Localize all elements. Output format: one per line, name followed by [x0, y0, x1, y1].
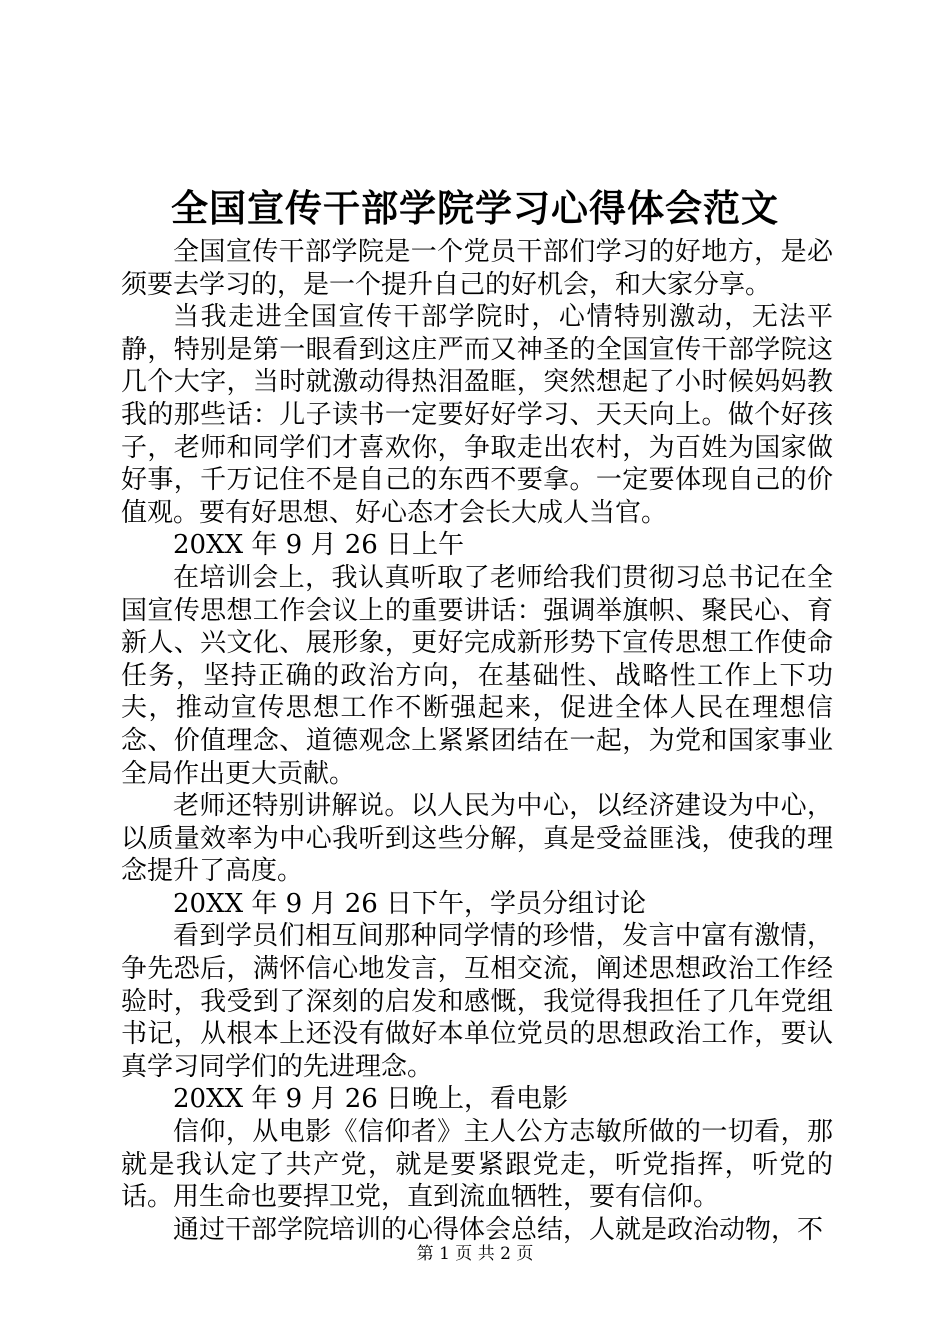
date-heading: 20XX 年 9 月 26 日晚上，看电影 — [173, 1084, 569, 1115]
document-body — [121, 236, 833, 1246]
paragraph: 信仰，从电影《信仰者》主人公方志敏所做的一切看，那就是我认定了共产党，就是要紧跟党走，听党指挥，听党的话。用生命也要捍卫党，直到流血牺牲，要有信仰。 — [121, 1117, 833, 1213]
document-title: 全国宣传干部学院学习心得体会范文 — [171, 186, 779, 230]
date-heading: 20XX 年 9 月 26 日下午，学员分组讨论 — [173, 888, 647, 919]
paragraph: 当我走进全国宣传干部学院时，心情特别激动，无法平静，特别是第一眼看到这庄严而又神圣的全国宣传干部学院这几个大字，当时就激动得热泪盈眶，突然想起了小时候妈妈教我的那些话：儿子读书一定要好好学习、天天向上。做个好孩子，老师和同学们才喜欢你，争取走出农村，为百姓为国家做好事，千万记住不是自己的东西不要拿。一定要体现自己的价值观。要有好思想、好心态才会长大成人当官。 — [121, 302, 833, 528]
date-heading: 20XX 年 9 月 26 日上午 — [173, 530, 465, 561]
paragraph: 在培训会上，我认真听取了老师给我们贯彻习总书记在全国宣传思想工作会议上的重要讲话：强调举旗帜、聚民心、育新人、兴文化、展形象，更好完成新形势下宣传思想工作使命任务，坚持正确的政治方向，在基础性、战略性工作上下功夫，推动宣传思想工作不断强起来，促进全体人民在理想信念、价值理念、道德观念上紧紧团结在一起，为党和国家事业全局作出更大贡献。 — [121, 562, 833, 789]
page-footer: 第 1 页 共 2 页 — [416, 1244, 534, 1264]
paragraph: 全国宣传干部学院是一个党员干部们学习的好地方，是必须要去学习的，是一个提升自己的好机会，和大家分享。 — [121, 237, 833, 300]
paragraph: 通过干部学院培训的心得体会总结，人就是政治动物，不 — [173, 1214, 824, 1245]
paragraph: 老师还特别讲解说。以人民为中心，以经济建设为中心，以质量效率为中心我听到这些分解，真是受益匪浅，使我的理念提升了高度。 — [121, 791, 833, 887]
paragraph: 看到学员们相互间那种同学情的珍惜，发言中富有激情，争先恐后，满怀信心地发言，互相交流，阐述思想政治工作经验时，我受到了深刻的启发和感慨，我觉得我担任了几年党组书记，从根本上还没有做好本单位党员的思想政治工作，要认真学习同学们的先进理念。 — [121, 921, 833, 1082]
